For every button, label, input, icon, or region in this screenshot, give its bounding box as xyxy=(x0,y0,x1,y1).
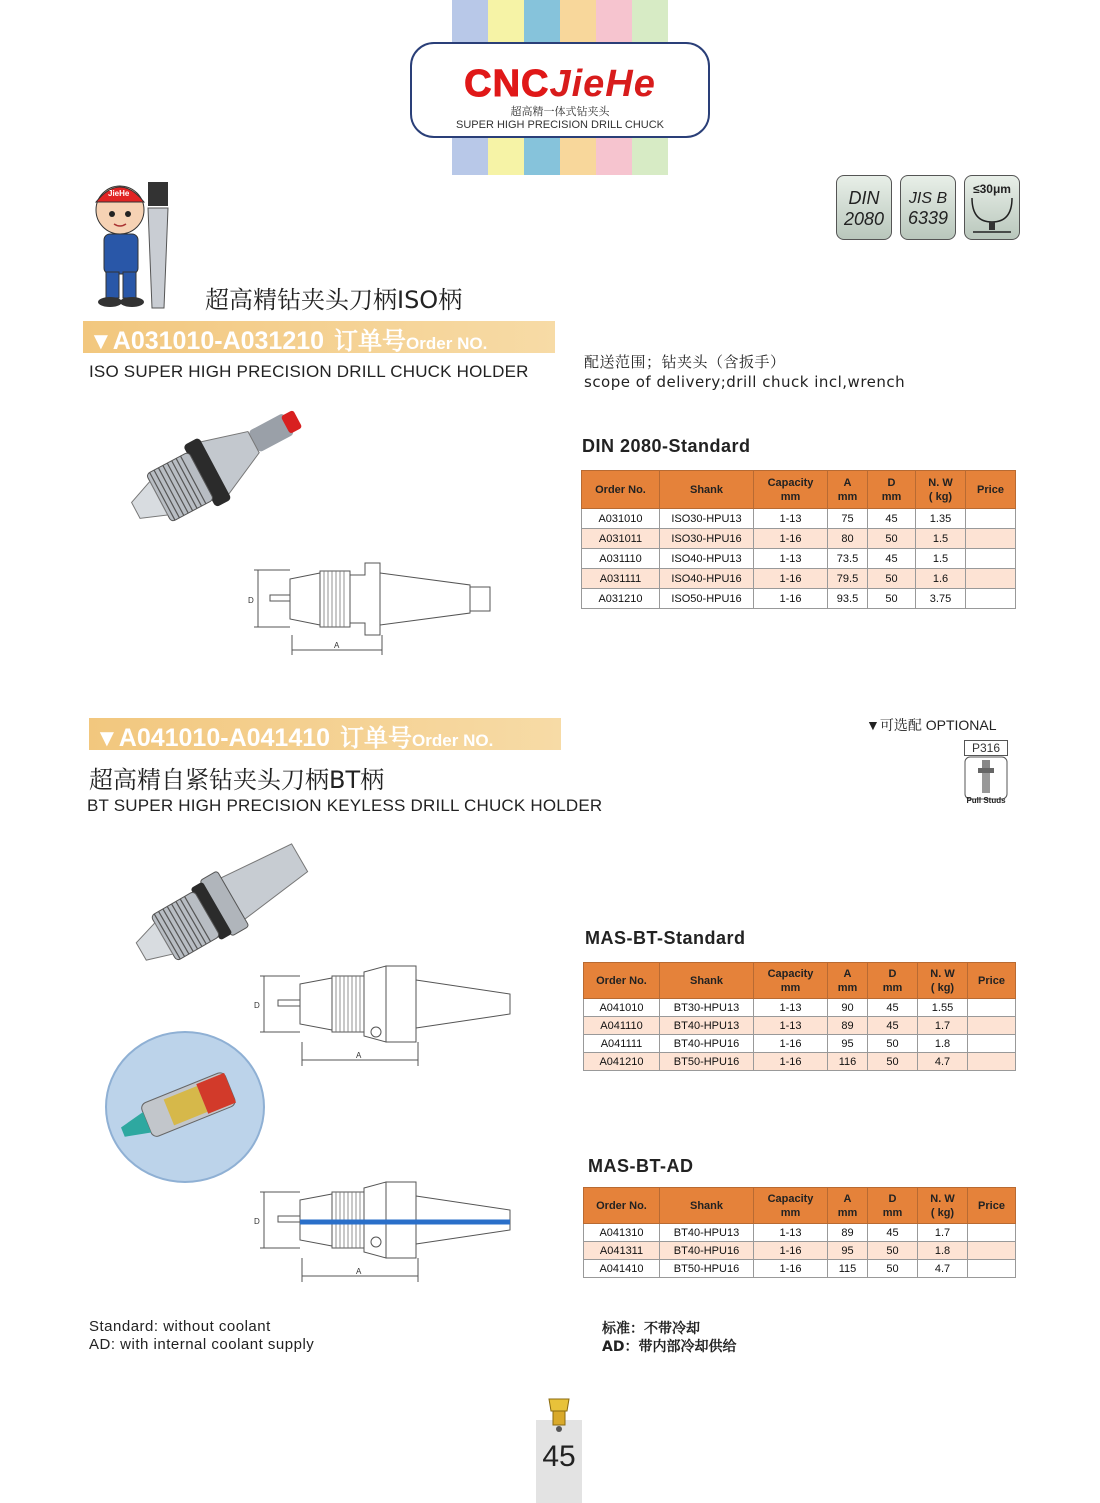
table-cell: BT40-HPU16 xyxy=(660,1242,754,1260)
price-cell xyxy=(966,529,1016,549)
table-cell: 50 xyxy=(868,1242,918,1260)
delivery-scope-cn: 配送范围；钻夹头（含扳手） xyxy=(584,353,786,371)
section2-order-bar: ▼A041010-A041410 订单号Order NO. xyxy=(89,718,561,750)
pull-stud-code: P316 xyxy=(964,740,1008,756)
note-standard-cn: 标准：不带冷却 xyxy=(602,1321,700,1337)
table-cell: 1-13 xyxy=(754,999,828,1017)
table-cell: A041111 xyxy=(584,1035,660,1053)
price-cell xyxy=(968,1242,1016,1260)
price-cell xyxy=(966,589,1016,609)
table-cell: 4.7 xyxy=(918,1053,968,1071)
table-row xyxy=(584,999,1016,1017)
col-shank: Shank xyxy=(660,471,754,509)
table-cell: A031111 xyxy=(582,569,660,589)
col-d: D mm xyxy=(868,963,918,999)
table-cell: 75 xyxy=(828,509,868,529)
dim-d-label: D xyxy=(254,1001,260,1010)
notes-en xyxy=(89,1318,314,1354)
table-row xyxy=(582,569,1016,589)
table-cell: ISO30-HPU13 xyxy=(660,509,754,529)
table-cell: A031011 xyxy=(582,529,660,549)
brand-jiehe: JieHe xyxy=(549,63,656,105)
table-cell: 1.55 xyxy=(918,999,968,1017)
table-cell: 1-13 xyxy=(754,509,828,529)
table-cell: 45 xyxy=(868,549,916,569)
delivery-scope xyxy=(584,352,905,392)
table-cell: 1.8 xyxy=(918,1242,968,1260)
col-order-no: Order No. xyxy=(584,963,660,999)
table-cell: 3.75 xyxy=(916,589,966,609)
section1-order-cn: 订单号 xyxy=(334,327,407,355)
table-cell: 1.5 xyxy=(916,549,966,569)
table-cell: 95 xyxy=(828,1242,868,1260)
section2-title-en: BT SUPER HIGH PRECISION KEYLESS DRILL CHUCK HOLDER xyxy=(87,796,603,815)
table-cell: 45 xyxy=(868,1017,918,1035)
section1-title-en: ISO SUPER HIGH PRECISION DRILL CHUCK HOLDER xyxy=(89,362,529,381)
bt-holder-drawing xyxy=(248,962,538,1074)
bt-holder-photo xyxy=(112,822,342,982)
col-nw: N. W ( kg) xyxy=(918,963,968,999)
table-cell: 1-16 xyxy=(754,529,828,549)
table-row xyxy=(584,1017,1016,1035)
table-cell: ISO40-HPU16 xyxy=(660,569,754,589)
table2-title: MAS-BT-Standard xyxy=(585,928,746,948)
table-cell: BT50-HPU16 xyxy=(660,1053,754,1071)
table-cell: A041010 xyxy=(584,999,660,1017)
table-cell: 1-13 xyxy=(754,549,828,569)
mas-bt-ad-table xyxy=(583,1187,1016,1278)
col-a: A mm xyxy=(828,471,868,509)
table-row xyxy=(584,1242,1016,1260)
table-cell: 1-16 xyxy=(754,1242,828,1260)
jis-b6339-badge: JIS B 6339 xyxy=(900,175,956,240)
price-cell xyxy=(968,1224,1016,1242)
dim-d-label: D xyxy=(254,1217,260,1226)
mascot-illustration xyxy=(88,168,208,318)
table-cell: 115 xyxy=(828,1260,868,1278)
table-cell: A031010 xyxy=(582,509,660,529)
section2-order-en: Order NO. xyxy=(412,731,494,750)
section2-title-cn: 超高精自紧钻夹头刀柄BT柄 xyxy=(89,766,385,794)
brand-cnc: CNC xyxy=(464,63,550,105)
section1-order-bar: ▼A031010-A031210 订单号Order NO. xyxy=(83,321,555,353)
brand-subtitle-cn: 超高精一体式钻夹头 xyxy=(510,106,610,118)
col-nw: N. W ( kg) xyxy=(916,471,966,509)
table-cell: 45 xyxy=(868,999,918,1017)
pull-stud-icon xyxy=(964,756,1008,800)
dim-a-label: A xyxy=(356,1051,362,1060)
notes-cn xyxy=(602,1320,736,1356)
col-capacity: Capacity mm xyxy=(754,1188,828,1224)
table-row xyxy=(584,1053,1016,1071)
runout-gauge-icon xyxy=(967,196,1017,236)
dim-a-label: A xyxy=(334,641,340,650)
table-row xyxy=(582,509,1016,529)
table-cell: 90 xyxy=(828,999,868,1017)
dim-a-label: A xyxy=(356,1267,362,1276)
price-cell xyxy=(968,1260,1016,1278)
table-cell: 45 xyxy=(868,1224,918,1242)
col-order-no: Order No. xyxy=(582,471,660,509)
table-cell: 89 xyxy=(828,1224,868,1242)
table-cell: A041410 xyxy=(584,1260,660,1278)
cutaway-view xyxy=(104,1030,266,1185)
table3-title: MAS-BT-AD xyxy=(588,1156,694,1176)
pull-studs-box xyxy=(964,740,1012,808)
col-price: Price xyxy=(968,963,1016,999)
table-cell: 95 xyxy=(828,1035,868,1053)
table-cell: ISO40-HPU13 xyxy=(660,549,754,569)
table-cell: 1-16 xyxy=(754,1035,828,1053)
price-cell xyxy=(968,1017,1016,1035)
table-cell: 1-16 xyxy=(754,589,828,609)
table-cell: ISO30-HPU16 xyxy=(660,529,754,549)
table-cell: 50 xyxy=(868,529,916,549)
table-cell: 1-16 xyxy=(754,569,828,589)
table-cell: 1.35 xyxy=(916,509,966,529)
iso-holder-drawing xyxy=(240,555,520,665)
col-price: Price xyxy=(968,1188,1016,1224)
page-emblem-icon xyxy=(545,1395,573,1433)
price-cell xyxy=(968,1035,1016,1053)
note-standard-en: Standard: without coolant xyxy=(89,1318,271,1335)
table-cell: 1.7 xyxy=(918,1224,968,1242)
table-cell: 50 xyxy=(868,1053,918,1071)
table-cell: 50 xyxy=(868,589,916,609)
table-cell: 1-13 xyxy=(754,1224,828,1242)
table-cell: 1.5 xyxy=(916,529,966,549)
runout-badge: ≤30μm xyxy=(964,175,1020,240)
table-cell: 4.7 xyxy=(918,1260,968,1278)
table-cell: 50 xyxy=(868,569,916,589)
dim-d-label: D xyxy=(248,596,254,605)
col-capacity: Capacity mm xyxy=(754,963,828,999)
col-price: Price xyxy=(966,471,1016,509)
col-a: A mm xyxy=(828,963,868,999)
price-cell xyxy=(968,1053,1016,1071)
note-ad-cn: AD：带内部冷却供给 xyxy=(602,1339,737,1355)
page-number: 45 xyxy=(542,1440,576,1473)
table-row xyxy=(582,589,1016,609)
price-cell xyxy=(968,999,1016,1017)
col-d: D mm xyxy=(868,1188,918,1224)
price-cell xyxy=(966,569,1016,589)
table-cell: 50 xyxy=(868,1035,918,1053)
table-cell: A041110 xyxy=(584,1017,660,1035)
table-cell: 79.5 xyxy=(828,569,868,589)
table-cell: 45 xyxy=(868,509,916,529)
section2-order-cn: 订单号 xyxy=(340,724,413,752)
optional-label: ▼可选配 OPTIONAL xyxy=(866,717,997,733)
col-a: A mm xyxy=(828,1188,868,1224)
table-cell: A041311 xyxy=(584,1242,660,1260)
table-cell: A031210 xyxy=(582,589,660,609)
din2080-table xyxy=(581,470,1016,609)
table-cell: 1-13 xyxy=(754,1017,828,1035)
table-cell: BT40-HPU16 xyxy=(660,1035,754,1053)
price-cell xyxy=(966,509,1016,529)
price-cell xyxy=(966,549,1016,569)
section1-order-code: A031010-A031210 xyxy=(112,327,325,355)
table-cell: 80 xyxy=(828,529,868,549)
table-cell: 50 xyxy=(868,1260,918,1278)
bt-ad-holder-drawing xyxy=(248,1178,538,1290)
table-cell: 89 xyxy=(828,1017,868,1035)
col-shank: Shank xyxy=(660,963,754,999)
table-cell: 1.7 xyxy=(918,1017,968,1035)
table-cell: ISO50-HPU16 xyxy=(660,589,754,609)
table-cell: A031110 xyxy=(582,549,660,569)
mas-bt-standard-table xyxy=(583,962,1016,1071)
brand-logo xyxy=(410,42,710,138)
table-cell: 116 xyxy=(828,1053,868,1071)
svg-text:JieHe: JieHe xyxy=(108,189,130,198)
table-cell: 73.5 xyxy=(828,549,868,569)
section1-title-cn: 超高精钻夹头刀柄ISO柄 xyxy=(205,286,463,314)
table-row xyxy=(582,549,1016,569)
note-ad-en: AD: with internal coolant supply xyxy=(89,1336,315,1353)
table-cell: BT40-HPU13 xyxy=(660,1017,754,1035)
col-order-no: Order No. xyxy=(584,1188,660,1224)
brand-subtitle-en: SUPER HIGH PRECISION DRILL CHUCK xyxy=(455,119,665,131)
table-cell: A041310 xyxy=(584,1224,660,1242)
col-capacity: Capacity mm xyxy=(754,471,828,509)
din-2080-badge: DIN 2080 xyxy=(836,175,892,240)
table-cell: 1.8 xyxy=(918,1035,968,1053)
delivery-scope-en: scope of delivery;drill chuck incl,wrench xyxy=(584,373,906,391)
section1-order-en: Order NO. xyxy=(406,334,488,353)
table-cell: 1-16 xyxy=(754,1053,828,1071)
table-row xyxy=(584,1224,1016,1242)
table1-title: DIN 2080-Standard xyxy=(582,436,751,456)
table-cell: 1.6 xyxy=(916,569,966,589)
table-row xyxy=(582,529,1016,549)
section2-order-code: A041010-A041410 xyxy=(118,724,331,752)
table-cell: 93.5 xyxy=(828,589,868,609)
table-cell: 1-16 xyxy=(754,1260,828,1278)
table-row xyxy=(584,1035,1016,1053)
col-d: D mm xyxy=(868,471,916,509)
table-row xyxy=(584,1260,1016,1278)
table-cell: BT30-HPU13 xyxy=(660,999,754,1017)
iso-holder-photo xyxy=(110,388,340,538)
col-shank: Shank xyxy=(660,1188,754,1224)
pull-stud-label: Pull Studs xyxy=(966,796,1006,805)
col-nw: N. W ( kg) xyxy=(918,1188,968,1224)
table-cell: BT50-HPU16 xyxy=(660,1260,754,1278)
table-cell: A041210 xyxy=(584,1053,660,1071)
table-cell: BT40-HPU13 xyxy=(660,1224,754,1242)
